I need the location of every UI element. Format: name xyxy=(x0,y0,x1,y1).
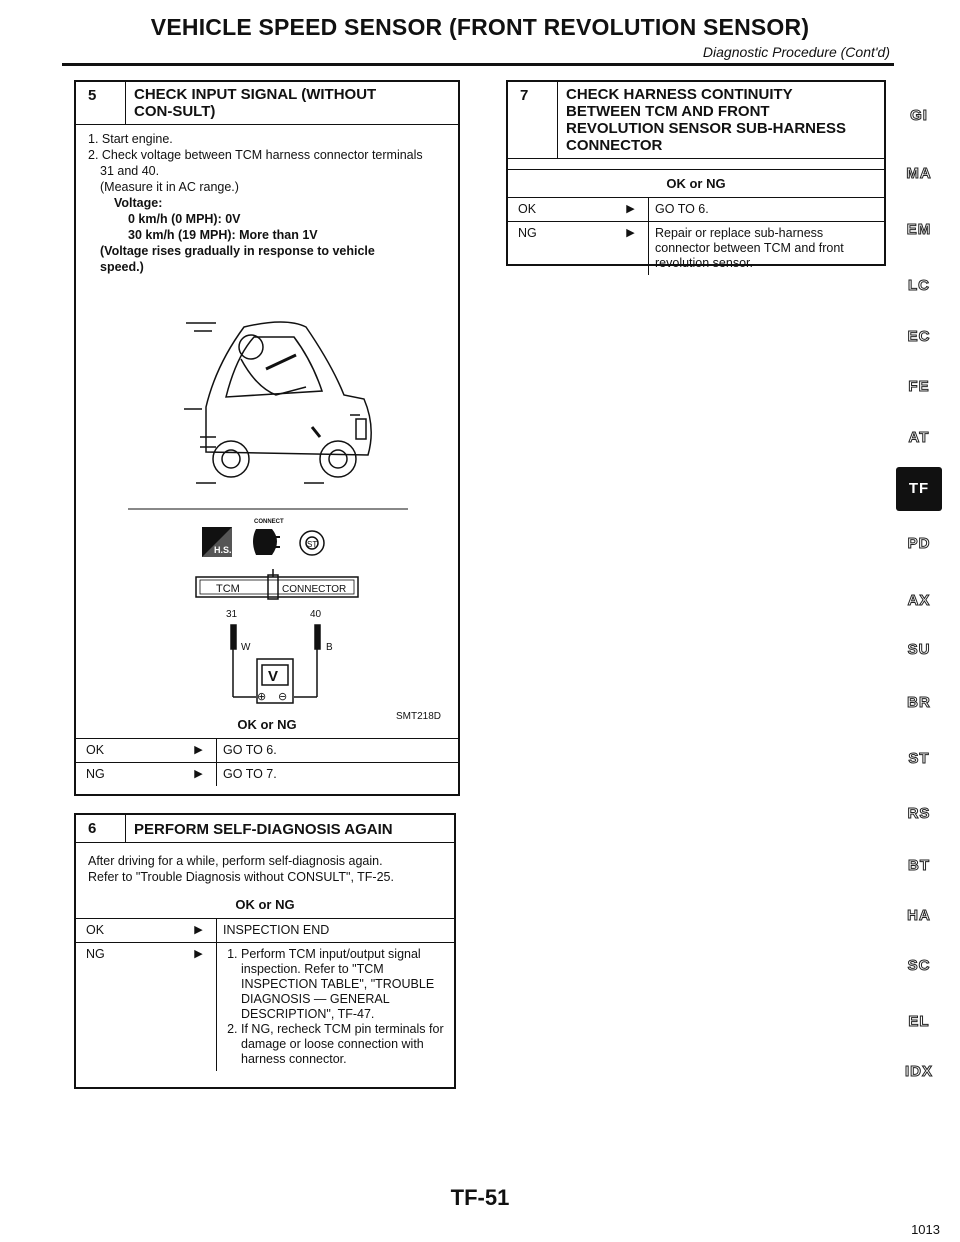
connector-label: CONNECTOR xyxy=(282,584,347,595)
driving-car-illustration xyxy=(184,322,371,483)
section-tab-ha[interactable]: HA xyxy=(907,907,931,924)
tcm-label: TCM xyxy=(216,583,240,595)
step6-ok-key: OK xyxy=(86,923,105,937)
step6-title: PERFORM SELF-DIAGNOSIS AGAIN xyxy=(134,821,393,838)
plus-terminal: ⊕ xyxy=(257,690,267,703)
step6-body xyxy=(76,843,454,891)
section-tab-em[interactable]: EM xyxy=(906,221,932,238)
step7-title: CHECK HARNESS CONTINUITY BETWEEN TCM AND FRONT REVOLUTION SENSOR SUB-HARNESS CONNECTOR xyxy=(566,86,847,154)
voltmeter-label: V xyxy=(268,668,279,685)
step5-line-4: (Measure it in AC range.) xyxy=(100,180,239,194)
ignition-key-icon xyxy=(300,531,324,555)
step6-number: 6 xyxy=(76,815,126,842)
arrow-icon: ▶ xyxy=(194,744,203,756)
arrow-icon: ▶ xyxy=(626,227,635,239)
voltmeter-circuit xyxy=(231,625,320,703)
section-tab-idx[interactable]: IDX xyxy=(904,1063,933,1080)
step6-okng xyxy=(76,891,454,1071)
wire-w-label: W xyxy=(241,642,251,653)
svg-text:H.S.: H.S. xyxy=(214,545,232,555)
step6-ng-item-1: 1. Perform TCM input/output signal inspection. Refer to "TCM INSPECTION TABLE", "TROUBLE DIAGNOSIS — GENERAL DESCRIPTION", TF-47. xyxy=(241,947,448,1022)
section-tab-fe[interactable]: FE xyxy=(908,378,930,395)
step6-ng-item-2: 2. If NG, recheck TCM pin terminals for damage or loose connection with harness connector. xyxy=(241,1022,448,1067)
step5-title: CHECK INPUT SIGNAL (WITHOUT CON-SULT) xyxy=(134,86,377,120)
step5-box xyxy=(74,80,460,796)
step7-header xyxy=(508,82,884,159)
step7-ng-val: Repair or replace sub-harness connector between TCM and front revolution sensor. xyxy=(648,222,884,275)
page-number: TF-51 xyxy=(450,1185,510,1210)
step5-ok-row xyxy=(76,739,458,763)
figure-ref: SMT218D xyxy=(396,711,442,722)
page-subtitle: Diagnostic Procedure (Cont'd) xyxy=(702,44,890,60)
arrow-icon: ▶ xyxy=(626,203,635,215)
section-tab-el[interactable]: EL xyxy=(908,1013,930,1030)
step5-body xyxy=(76,125,458,281)
step5-ok-val: GO TO 6. xyxy=(216,739,458,762)
arrow-icon: ▶ xyxy=(194,948,203,960)
step7-ok-row xyxy=(508,198,884,222)
section-tab-st[interactable]: ST xyxy=(908,750,930,767)
step7-ok-val: GO TO 6. xyxy=(648,198,884,221)
step7-ng-row xyxy=(508,222,884,275)
section-tab-gi[interactable]: GI xyxy=(910,107,928,124)
section-tab-bt[interactable]: BT xyxy=(908,857,930,874)
step7-number: 7 xyxy=(508,82,558,158)
section-tab-su[interactable]: SU xyxy=(907,641,931,658)
section-tab-ax[interactable]: AX xyxy=(907,592,931,609)
hs-icon xyxy=(202,527,232,557)
step5-line-1: 1. Start engine. xyxy=(88,132,173,146)
step6-header xyxy=(76,815,454,843)
step6-line-2: Refer to "Trouble Diagnosis without CONSULT", TF-25. xyxy=(88,870,394,884)
step5-line-3: 31 and 40. xyxy=(100,164,160,178)
step6-ng-row xyxy=(76,943,454,1071)
section-tab-br[interactable]: BR xyxy=(907,694,931,711)
step5-ng-key: NG xyxy=(86,767,105,781)
step7-box xyxy=(506,80,886,270)
step5-ng-val: GO TO 7. xyxy=(216,763,458,786)
step5-number: 5 xyxy=(76,82,126,124)
section-tab-at[interactable]: AT xyxy=(908,429,930,446)
svg-text:ST: ST xyxy=(307,540,318,549)
step6-ng-key: NG xyxy=(86,947,105,961)
section-tab-sc[interactable]: SC xyxy=(907,957,931,974)
step5-line-2: 2. Check voltage between TCM harness connector terminals xyxy=(88,148,423,162)
arrow-icon: ▶ xyxy=(194,924,203,936)
voltage-label: Voltage: xyxy=(114,196,163,210)
page-sequence: 1013 xyxy=(911,1222,940,1237)
voltage-spec-2: 30 km/h (19 MPH): More than 1V xyxy=(128,228,318,242)
terminal-40-label: 40 xyxy=(310,609,322,620)
step5-okng xyxy=(76,710,458,786)
connect-icon xyxy=(253,519,284,555)
step7-okng-label: OK or NG xyxy=(508,170,884,198)
section-tab-rs[interactable]: RS xyxy=(907,805,931,822)
step5-ok-key: OK xyxy=(86,743,105,757)
voltage-spec-1: 0 km/h (0 MPH): 0V xyxy=(128,212,241,226)
section-tab-tf-active[interactable]: TF xyxy=(896,467,942,511)
terminal-31-label: 31 xyxy=(226,609,238,620)
step7-ok-key: OK xyxy=(518,202,537,216)
step6-ok-val: INSPECTION END xyxy=(216,919,454,942)
step6-line-1: After driving for a while, perform self-diagnosis again. xyxy=(88,854,383,868)
wire-b-label: B xyxy=(326,642,333,653)
step6-ng-val xyxy=(216,943,454,1071)
header-rule xyxy=(62,63,894,66)
section-tab-pd[interactable]: PD xyxy=(907,535,931,552)
step6-okng-label: OK or NG xyxy=(76,891,454,919)
step7-ng-key: NG xyxy=(518,226,537,240)
page-title: VEHICLE SPEED SENSOR (FRONT REVOLUTION SENSOR) xyxy=(150,14,810,40)
step5-okng-label: OK or NG xyxy=(76,711,458,739)
step7-okng xyxy=(508,170,884,275)
minus-terminal: ⊖ xyxy=(278,690,288,703)
vehicle-voltage-figure xyxy=(76,287,454,732)
section-tab-ma[interactable]: MA xyxy=(906,165,932,182)
step7-spacer xyxy=(508,159,884,170)
voltage-note: (Voltage rises gradually in response to vehicle speed.) xyxy=(100,244,375,274)
section-tab-lc[interactable]: LC xyxy=(908,277,930,294)
step6-ok-row xyxy=(76,919,454,943)
section-tab-ec[interactable]: EC xyxy=(907,328,931,345)
svg-text:CONNECT: CONNECT xyxy=(254,519,284,525)
step5-ng-row xyxy=(76,763,458,786)
arrow-icon: ▶ xyxy=(194,768,203,780)
step6-box xyxy=(74,813,456,1089)
step5-header xyxy=(76,82,458,125)
